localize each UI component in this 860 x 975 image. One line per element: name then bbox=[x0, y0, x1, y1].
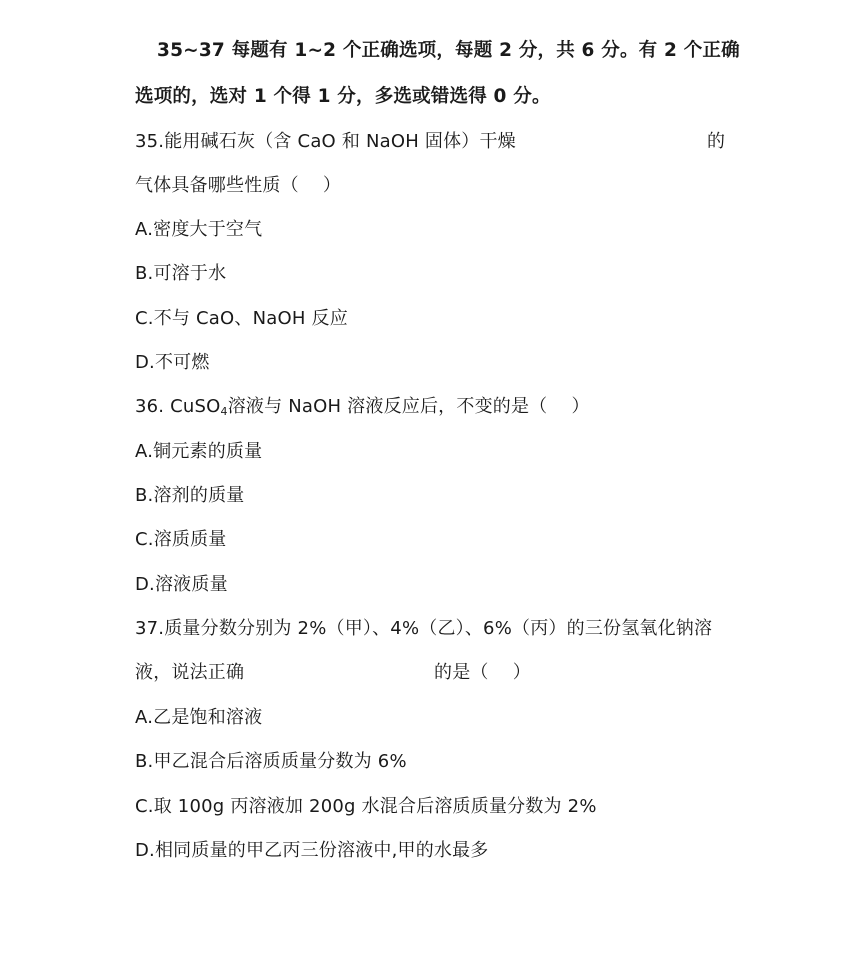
instructions-line-2: 选项的，选对 1 个得 1 分，多选或错选得 0 分。 bbox=[135, 86, 551, 107]
q35-option-a: A.密度大于空气 bbox=[135, 219, 263, 240]
instructions-line-1: 35~37 每题有 1~2 个正确选项，每题 2 分，共 6 分。有 2 个正确 bbox=[157, 40, 740, 61]
q37-stem-line-2-part-1: 液，说法正确 bbox=[135, 662, 245, 683]
q35-option-b: B.可溶于水 bbox=[135, 263, 227, 284]
q35-stem-line-1: 35.能用碱石灰（含 CaO 和 NaOH 固体）干燥 bbox=[135, 131, 516, 152]
q36-option-c: C.溶质质量 bbox=[135, 529, 227, 550]
q36-option-d: D.溶液质量 bbox=[135, 574, 228, 595]
q37-option-d: D.相同质量的甲乙丙三份溶液中,甲的水最多 bbox=[135, 840, 489, 861]
q37-option-c: C.取 100g 丙溶液加 200g 水混合后溶质质量分数为 2% bbox=[135, 796, 597, 817]
q35-option-d: D.不可燃 bbox=[135, 352, 210, 373]
q36-stem bbox=[135, 394, 590, 425]
q37-stem-line-1: 37.质量分数分别为 2%（甲）、4%（乙）、6%（丙）的三份氢氧化钠溶 bbox=[135, 618, 713, 639]
q37-stem-line-2-part-2: 的是（ ） bbox=[434, 662, 531, 683]
q37-option-b: B.甲乙混合后溶质质量分数为 6% bbox=[135, 751, 407, 772]
q36-option-b: B.溶剂的质量 bbox=[135, 485, 245, 506]
q36-stem-prefix: 36. CuSO bbox=[135, 396, 221, 417]
q35-stem-line-2: 气体具备哪些性质（ ） bbox=[135, 175, 342, 196]
q35-stem-tail: 的 bbox=[707, 131, 725, 152]
q37-option-a: A.乙是饱和溶液 bbox=[135, 707, 263, 728]
q36-option-a: A.铜元素的质量 bbox=[135, 441, 263, 462]
q35-option-c: C.不与 CaO、NaOH 反应 bbox=[135, 308, 348, 329]
q36-stem-suffix: 溶液与 NaOH 溶液反应后，不变的是（ ） bbox=[227, 396, 590, 417]
q36-stem-subscript: 4 bbox=[220, 405, 228, 418]
